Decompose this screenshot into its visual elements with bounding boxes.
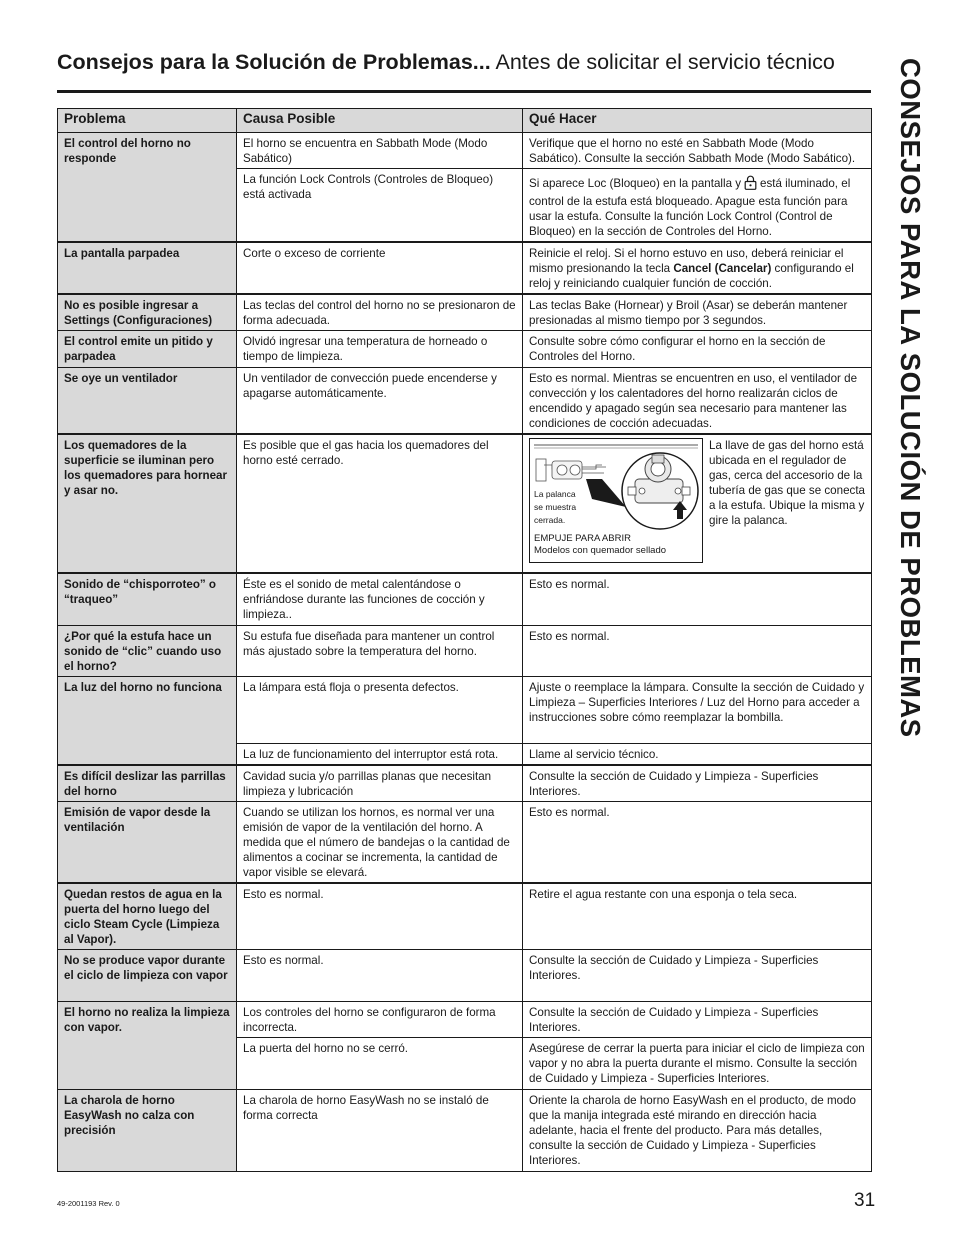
cause-cell: Es posible que el gas hacia los quemadores del horno esté cerrado.	[237, 434, 523, 573]
header-problem: Problema	[58, 109, 237, 133]
table-row	[58, 331, 872, 368]
action-cell	[523, 434, 872, 573]
action-cell: Esto es normal.	[523, 573, 872, 625]
problem-group	[58, 1090, 872, 1172]
cause-cell: La función Lock Controls (Controles de Bloqueo) está activada	[237, 169, 523, 243]
action-cell: Llame al servicio técnico.	[523, 743, 872, 765]
problem-group	[58, 434, 872, 573]
header-action: Qué Hacer	[523, 109, 872, 133]
table-row	[58, 133, 872, 169]
action-cell: Ajuste o reemplace la lámpara. Consulte la sección de Cuidado y Limpieza – Superficies Interiores / Luz del Horno para acceder a instrucciones sobre cómo reemplazar la bombilla.	[523, 676, 872, 743]
action-cell: Consulte la sección de Cuidado y Limpieza - Superficies Interiores.	[523, 950, 872, 1002]
troubleshooting-table	[57, 108, 872, 1172]
problem-group	[58, 625, 872, 676]
table-row	[58, 950, 872, 1002]
action-text: configurando el reloj y reiniciando cualquier función de cocción.	[529, 262, 854, 290]
side-section-title: CONSEJOS PARA LA SOLUCIÓN DE PROBLEMAS	[895, 58, 926, 738]
action-cell	[523, 242, 872, 294]
problem-group	[58, 676, 872, 765]
cancel-key-label: Cancel (Cancelar)	[673, 262, 772, 275]
padlock-icon	[744, 175, 757, 194]
table-row	[58, 242, 872, 294]
problem-group	[58, 765, 872, 802]
table-row	[58, 625, 872, 676]
problem-group	[58, 950, 872, 1002]
problem-cell: El control emite un pitido y parpadea	[58, 331, 237, 368]
action-cell: Oriente la charola de horno EasyWash en el producto, de modo que la manija integrada esté mirando en dirección hacia adelante, hacia el frente del producto. Para más detalles, consulte la sección de Cuidado y Limpieza - Superficies Interiores.	[523, 1090, 872, 1172]
cause-cell: La luz de funcionamiento del interruptor está rota.	[237, 743, 523, 765]
gas-valve-block	[529, 438, 865, 563]
cause-cell: Las teclas del control del horno no se presionaron de forma adecuada.	[237, 294, 523, 331]
page-title-subtitle: Antes de solicitar el servicio técnico	[490, 50, 835, 74]
action-cell: Consulte la sección de Cuidado y Limpieza - Superficies Interiores.	[523, 765, 872, 802]
problem-group	[58, 801, 872, 883]
action-cell: Retire el agua restante con una esponja o tela seca.	[523, 883, 872, 950]
figure-caption-line: Modelos con quemador sellado	[534, 545, 667, 556]
cause-cell: Los controles del horno se configuraron de forma incorrecta.	[237, 1002, 523, 1038]
gas-valve-figure	[529, 438, 703, 563]
problem-cell: No se produce vapor durante el ciclo de limpieza con vapor	[58, 950, 237, 1002]
figure-lever-line: La palanca	[534, 489, 576, 499]
cause-cell: Su estufa fue diseñada para mantener un control más ajustado sobre la temperatura del horno.	[237, 625, 523, 676]
cause-cell: Esto es normal.	[237, 950, 523, 1002]
figure-lever-line: se muestra	[534, 502, 577, 512]
action-cell: Esto es normal.	[523, 801, 872, 883]
title-divider	[57, 90, 871, 93]
cause-cell: La charola de horno EasyWash no se instaló de forma correcta	[237, 1090, 523, 1172]
cause-cell: La lámpara está floja o presenta defectos.	[237, 676, 523, 743]
problem-cell: La pantalla parpadea	[58, 242, 237, 294]
cause-cell: Olvidó ingresar una temperatura de horneado o tiempo de limpieza.	[237, 331, 523, 368]
action-cell: Verifique que el horno no esté en Sabbath Mode (Modo Sabático). Consulte la sección Sabbath Mode (Modo Sabático).	[523, 133, 872, 169]
problem-cell: Los quemadores de la superficie se iluminan pero los quemadores para hornear y asar no.	[58, 434, 237, 573]
cause-cell: Esto es normal.	[237, 883, 523, 950]
table-row	[58, 434, 872, 573]
problem-group	[58, 368, 872, 435]
page-title	[57, 50, 835, 75]
figure-caption	[534, 533, 666, 557]
table-row	[58, 676, 872, 743]
cause-cell: El horno se encuentra en Sabbath Mode (Modo Sabático)	[237, 133, 523, 169]
header-cause: Causa Posible	[237, 109, 523, 133]
problem-group	[58, 294, 872, 331]
action-text: Reinicie el reloj. Si el horno estuvo en uso, deberá reiniciar el mismo presionando la tecla	[529, 247, 844, 275]
problem-cell: ¿Por qué la estufa hace un sonido de “clic” cuando uso el horno?	[58, 625, 237, 676]
action-cell: Asegúrese de cerrar la puerta para iniciar el ciclo de limpieza con vapor y no abra la puerta durante el mismo. Consulte la sección de Cuidado y Limpieza - Superficies Interiores.	[523, 1038, 872, 1090]
problem-cell: Es difícil deslizar las parrillas del horno	[58, 765, 237, 802]
table-row	[58, 883, 872, 950]
table-row	[58, 294, 872, 331]
problem-cell: La luz del horno no funciona	[58, 676, 237, 765]
figure-caption-line: EMPUJE PARA ABRIR	[534, 533, 631, 544]
problem-cell: Emisión de vapor desde la ventilación	[58, 801, 237, 883]
figure-lever-line: cerrada.	[534, 515, 566, 525]
action-text: Si aparece Loc (Bloqueo) en la pantalla y	[529, 177, 742, 190]
cause-cell: Cavidad sucia y/o parrillas planas que necesitan limpieza y lubricación	[237, 765, 523, 802]
problem-cell: El horno no realiza la limpieza con vapor.	[58, 1002, 237, 1090]
action-text: está iluminado, el control de la estufa está bloqueado. Apague esta función para usar la estufa. Consulte la función Lock Control (Control de Bloqueo) en la sección de Controles del Horno.	[529, 177, 851, 238]
table-row	[58, 765, 872, 802]
page-title-bold: Consejos para la Solución de Problemas...	[57, 50, 491, 74]
problem-cell: Quedan restos de agua en la puerta del horno luego del ciclo Steam Cycle (Limpieza al Vapor).	[58, 883, 237, 950]
page-number: 31	[854, 1190, 876, 1211]
action-cell: Esto es normal. Mientras se encuentren en uso, el ventilador de convección y los calentadores del horno realizarán ciclos de encendido y apagado según sea necesario para mantener las condiciones de cocción adecuadas.	[523, 368, 872, 435]
cause-cell: Un ventilador de convección puede encenderse y apagarse automáticamente.	[237, 368, 523, 435]
document-code: 49-2001193 Rev. 0	[57, 1199, 120, 1208]
problem-group	[58, 573, 872, 625]
problem-group	[58, 242, 872, 294]
table-row	[58, 573, 872, 625]
table-row	[58, 368, 872, 435]
action-cell: Consulte la sección de Cuidado y Limpieza - Superficies Interiores.	[523, 1002, 872, 1038]
table-row	[58, 1002, 872, 1038]
action-cell: Las teclas Bake (Hornear) y Broil (Asar) se deberán mantener presionadas al mismo tiempo por 3 segundos.	[523, 294, 872, 331]
problem-group	[58, 133, 872, 243]
table-row	[58, 801, 872, 883]
cause-cell: Éste es el sonido de metal calentándose o enfriándose durante las funciones de cocción y limpieza..	[237, 573, 523, 625]
cause-cell: La puerta del horno no se cerró.	[237, 1038, 523, 1090]
problem-group	[58, 331, 872, 368]
gas-valve-instructions: La llave de gas del horno está ubicada en el regulador de gas, cerca del accesorio de la tubería de gas que se conecta a la estufa. Ubique la misma y gire la palanca.	[709, 439, 865, 527]
problem-cell: No es posible ingresar a Settings (Configuraciones)	[58, 294, 237, 331]
figure-lever-label	[534, 488, 576, 527]
table-row	[58, 1090, 872, 1172]
table-header-row	[58, 109, 872, 133]
problem-cell: Sonido de “chisporroteo” o “traqueo”	[58, 573, 237, 625]
problem-group	[58, 883, 872, 950]
problem-cell: La charola de horno EasyWash no calza con precisión	[58, 1090, 237, 1172]
cause-cell: Corte o exceso de corriente	[237, 242, 523, 294]
action-cell: Esto es normal.	[523, 625, 872, 676]
action-cell: Consulte sobre cómo configurar el horno en la sección de Controles del Horno.	[523, 331, 872, 368]
problem-group	[58, 1002, 872, 1090]
problem-cell: Se oye un ventilador	[58, 368, 237, 435]
action-cell	[523, 169, 872, 243]
problem-cell: El control del horno no responde	[58, 133, 237, 243]
cause-cell: Cuando se utilizan los hornos, es normal ver una emisión de vapor de la ventilación del horno. A medida que el número de bandejas o la cantidad de alimentos a cocinar se incrementa, la cantidad de vapor visible se elevará.	[237, 801, 523, 883]
